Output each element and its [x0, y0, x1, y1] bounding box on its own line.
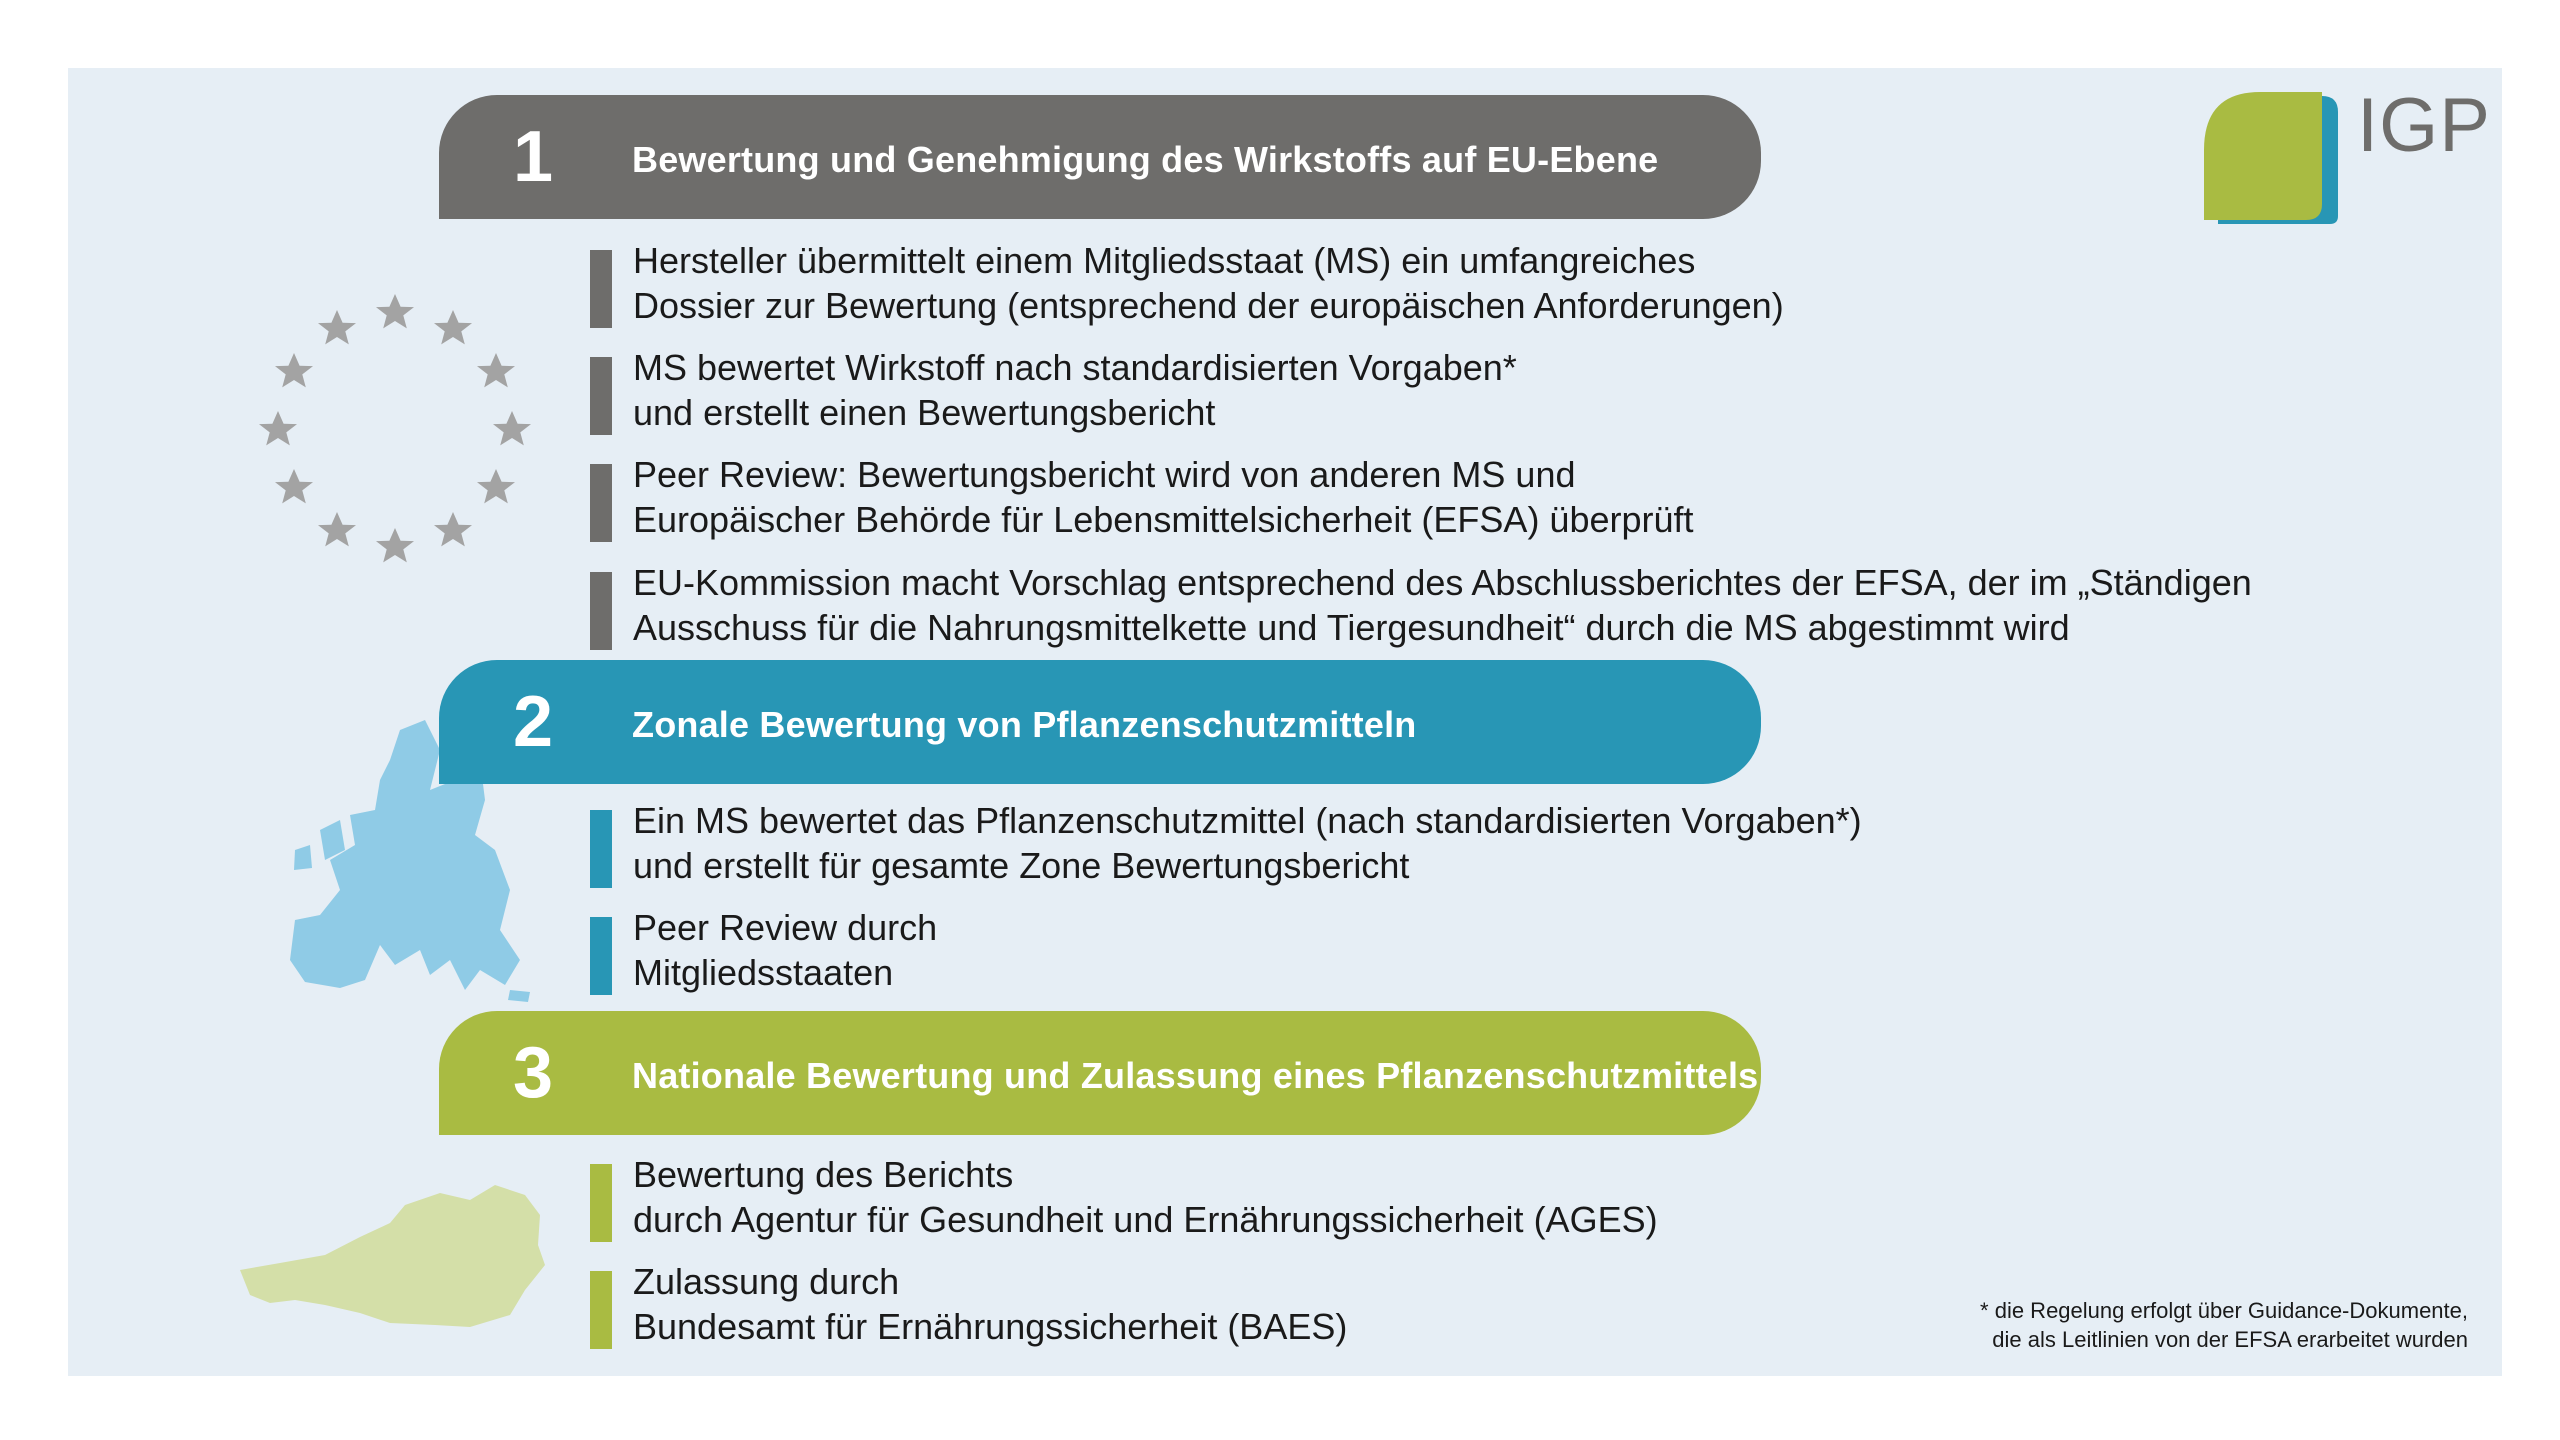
- step-title: Zonale Bewertung von Pflanzenschutzmitteln: [632, 704, 1417, 745]
- item-text: EU-Kommission macht Vorschlag entsprechend des Abschlussberichtes der EFSA, der im „Ständigen: [633, 562, 2252, 603]
- bullet-bar: [590, 464, 612, 542]
- item-text: und erstellt für gesamte Zone Bewertungsbericht: [633, 845, 1410, 886]
- footnote-line: * die Regelung erfolgt über Guidance-Dokumente,: [1980, 1298, 2468, 1323]
- item-text: durch Agentur für Gesundheit und Ernährungssicherheit (AGES): [633, 1199, 1658, 1240]
- bullet-bar: [590, 1271, 612, 1349]
- step-number: 1: [513, 117, 554, 197]
- eu-flag-stars-icon: [250, 285, 540, 575]
- item-text: Bewertung des Berichts: [633, 1154, 1014, 1195]
- step-number: 2: [513, 682, 554, 762]
- footnote: [1980, 1296, 2468, 1354]
- step-1-banner: [439, 95, 1761, 219]
- item-text: und erstellt einen Bewertungsbericht: [633, 392, 1216, 433]
- bullet-bar: [590, 357, 612, 435]
- bullet-bar: [590, 917, 612, 995]
- item-text: Mitgliedsstaaten: [633, 952, 894, 993]
- bullet-bar: [590, 250, 612, 328]
- step-number: 3: [513, 1033, 554, 1113]
- step-3-banner: [439, 1011, 1761, 1135]
- item-text: Ein MS bewertet das Pflanzenschutzmittel (nach standardisierten Vorgaben*): [633, 800, 1862, 841]
- item-text: Zulassung durch: [633, 1261, 900, 1302]
- step-title: Nationale Bewertung und Zulassung eines Pflanzenschutzmittels: [632, 1055, 1759, 1096]
- item-text: Bundesamt für Ernährungssicherheit (BAES): [633, 1306, 1348, 1347]
- bullet-bar: [590, 810, 612, 888]
- item-text: Peer Review durch: [633, 907, 938, 948]
- step-2-banner: [439, 660, 1761, 784]
- item-text: Dossier zur Bewertung (entsprechend der europäischen Anforderungen): [633, 285, 1784, 326]
- step-title: Bewertung und Genehmigung des Wirkstoffs auf EU-Ebene: [632, 139, 1659, 180]
- austria-map-icon: [240, 1185, 545, 1335]
- bullet-bar: [590, 572, 612, 650]
- logo-text: IGP: [2357, 83, 2491, 168]
- item-text: Hersteller übermittelt einem Mitgliedsstaat (MS) ein umfangreiches: [633, 240, 1696, 281]
- item-text: MS bewertet Wirkstoff nach standardisierten Vorgaben*: [633, 347, 1517, 388]
- bullet-bar: [590, 1164, 612, 1242]
- item-text: Peer Review: Bewertungsbericht wird von anderen MS und: [633, 454, 1576, 495]
- item-text: Europäischer Behörde für Lebensmittelsicherheit (EFSA) überprüft: [633, 499, 1694, 540]
- item-text: Ausschuss für die Nahrungsmittelkette und Tiergesundheit“ durch die MS abgestimmt wird: [633, 607, 2070, 648]
- footnote-line: die als Leitlinien von der EFSA erarbeitet wurden: [1992, 1327, 2468, 1352]
